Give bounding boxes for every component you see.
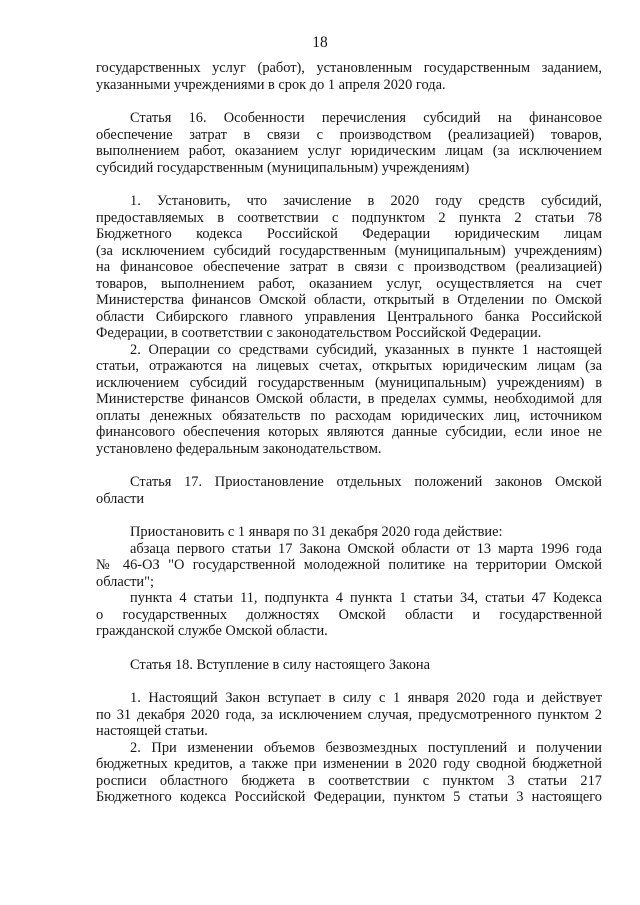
text-line: установлено федеральным законодательством.: [96, 440, 382, 457]
text-line: указанными учреждениями в срок до 1 апреля 2020 года.: [96, 76, 446, 93]
text-line: Министерства финансов Омской области, открытый в Отделении по Омской: [96, 292, 602, 308]
text-line: Бюджетного кодекса Российской Федерации, пунктом 5 статьи 3 настоящего: [96, 789, 602, 805]
text-line: товаров, выполнением работ, оказанием услуг, осуществляется на счет: [96, 275, 602, 292]
article-18-heading: Статья 18. Вступление в силу настоящего Закона: [130, 656, 430, 673]
text-line: области Сибирского главного управления Центрального банка Российской: [96, 308, 602, 325]
text-line: области: [96, 490, 145, 507]
text-line: Бюджетного кодекса Российской Федерации юридическим лицам: [96, 226, 602, 242]
text-line: росписи областного бюджета в соответствии с пунктом 3 статьи 217: [96, 772, 602, 789]
text-line: 2. Операции со средствами субсидий, указанных в пункте 1 настоящей: [130, 341, 602, 358]
text-line: настоящей статьи.: [96, 723, 208, 739]
text-line: финансового обеспечения которых являются данные субсидии, если иное не: [96, 424, 602, 440]
text-line: на финансовое обеспечение затрат в связи с производством (реализацией): [96, 259, 602, 275]
text-line: государственных услуг (работ), установленным государственным заданием,: [96, 60, 602, 76]
text-line: № 46-ОЗ "О государственной молодежной политике на территории Омской: [96, 557, 602, 573]
text-line: области";: [96, 573, 154, 590]
text-line: Приостановить с 1 января по 31 декабря 2020 года действие:: [130, 524, 503, 540]
text-line: выполнением работ, оказанием услуг юридическим лицам (за исключением: [96, 143, 602, 159]
text-line: оплаты денежных обязательств по расходам юридических лиц, источником: [96, 407, 602, 424]
text-line: 2. При изменении объемов безвозмездных поступлений и получении: [130, 739, 602, 756]
text-line: пункта 4 статьи 11, подпункта 4 пункта 1 статьи 34, статьи 47 Кодекса: [130, 590, 602, 606]
text-line: статьи, отражаются на лицевых счетах, открытых юридическим лицам (за: [96, 358, 602, 374]
article-17-heading: Статья 17. Приостановление отдельных положений законов Омской: [130, 474, 602, 490]
text-line: 1. Настоящий Закон вступает в силу с 1 января 2020 года и действует: [130, 690, 602, 706]
text-line: Федерации, в соответствии с законодательством Российской Федерации.: [96, 325, 542, 341]
text-line: (за исключением субсидий государственным (муниципальным) учреждениям): [96, 242, 602, 259]
text-line: 1. Установить, что зачисление в 2020 году средств субсидий,: [130, 193, 602, 209]
text-line: абзаца первого статьи 17 Закона Омской области от 13 марта 1996 года: [130, 540, 602, 557]
text-line: обеспечение затрат в связи с производством (реализацией) товаров,: [96, 126, 602, 143]
text-line: субсидий государственным (муниципальным) учреждениям): [96, 159, 470, 176]
text-line: по 31 декабря 2020 года, за исключением случая, предусмотренного пунктом 2: [96, 706, 602, 723]
text-line: бюджетных кредитов, а также при изменении в 2020 году сводной бюджетной: [96, 756, 602, 772]
page-number: 18: [312, 34, 328, 51]
text-line: исключением субсидий государственным (муниципальным) учреждениям) в: [96, 374, 602, 391]
article-16-heading: Статья 16. Особенности перечисления субсидий на финансовое: [130, 110, 602, 126]
text-line: предоставляемых в соответствии с подпунктом 2 пункта 2 статьи 78: [96, 209, 602, 226]
text-line: гражданской службе Омской области.: [96, 623, 328, 639]
document-body: [96, 60, 602, 806]
text-line: Министерстве финансов Омской области, в пределах суммы, необходимой для: [96, 391, 602, 407]
text-line: о государственных должностях Омской области и государственной: [96, 606, 602, 623]
